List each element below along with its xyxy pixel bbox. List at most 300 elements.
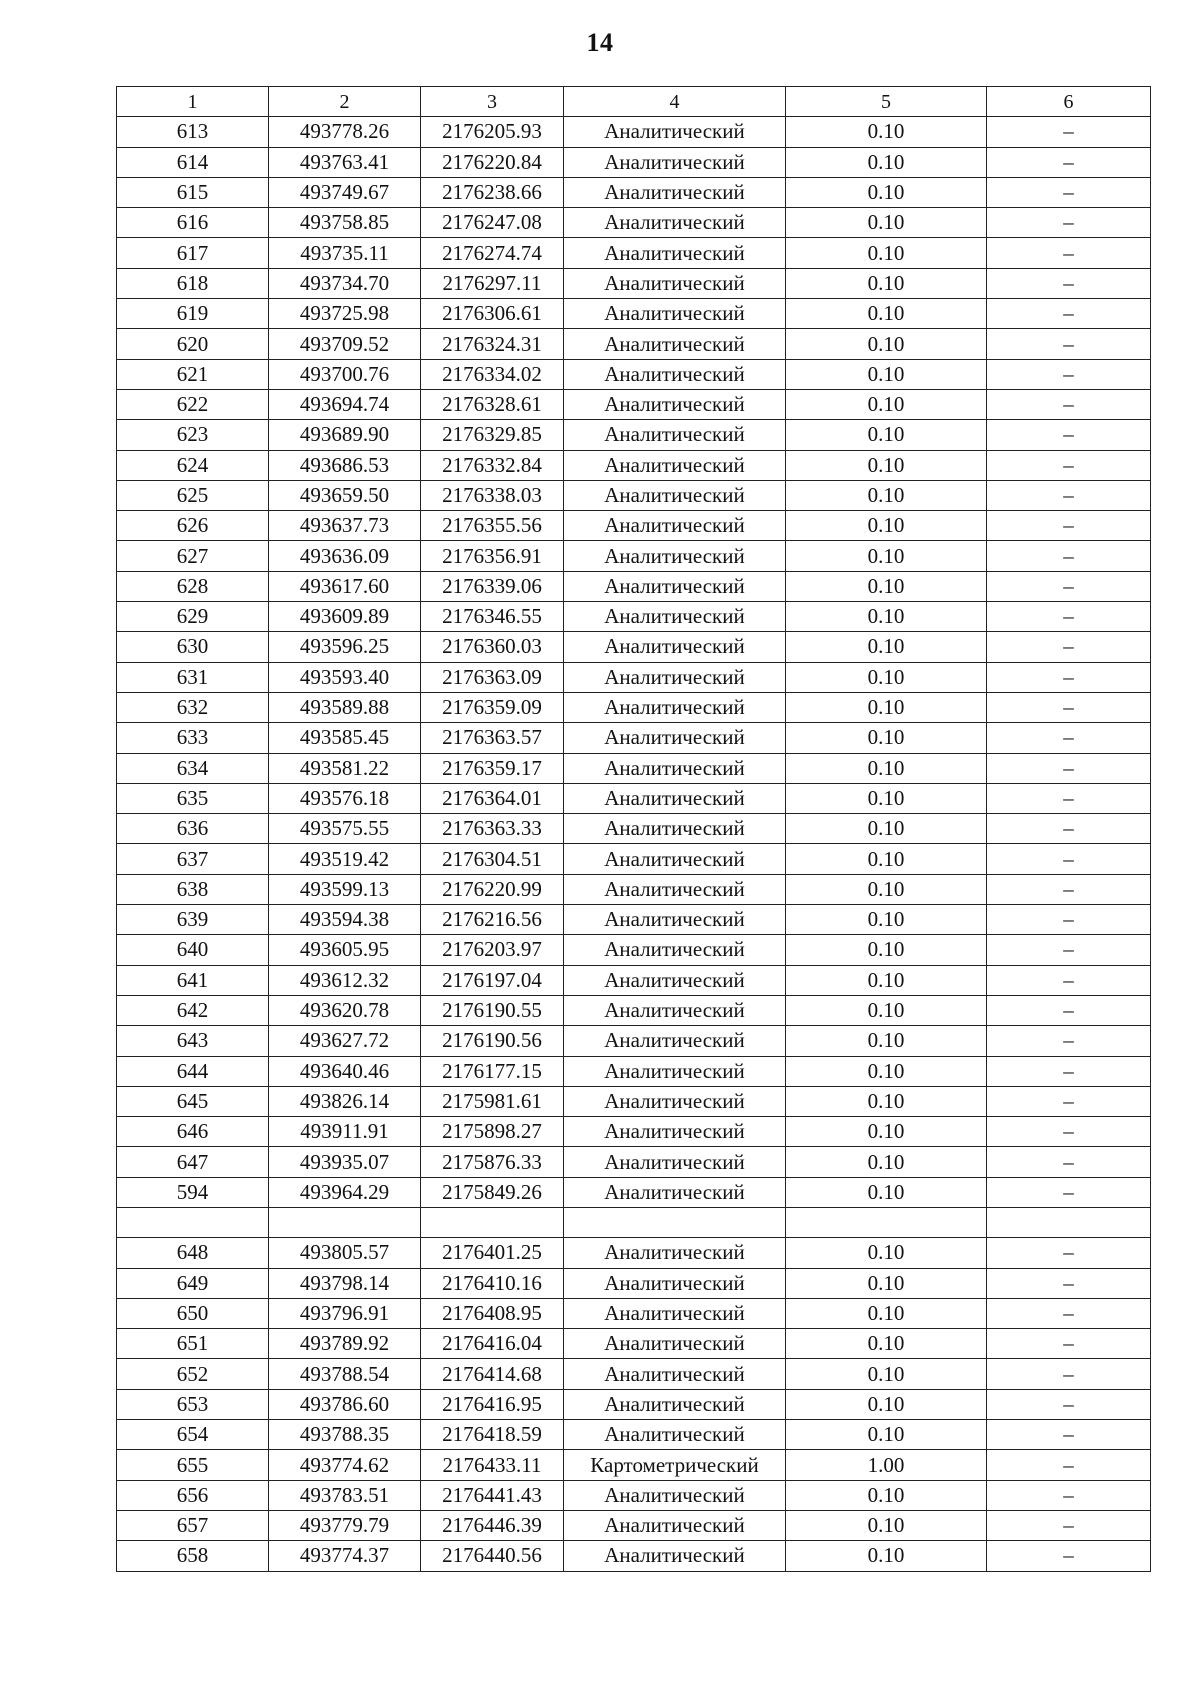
accuracy-cell: 0.10 bbox=[786, 1268, 987, 1298]
x-coordinate-cell: 493612.32 bbox=[269, 965, 421, 995]
point-number-cell: 658 bbox=[117, 1541, 269, 1571]
table-row bbox=[117, 1510, 1151, 1540]
x-coordinate-cell: 493805.57 bbox=[269, 1238, 421, 1268]
accuracy-cell: 0.10 bbox=[786, 1147, 987, 1177]
accuracy-cell: 1.00 bbox=[786, 1450, 987, 1480]
y-coordinate-cell: 2176339.06 bbox=[421, 571, 564, 601]
note-cell: – bbox=[987, 147, 1151, 177]
method-cell: Аналитический bbox=[564, 299, 786, 329]
point-number-cell: 637 bbox=[117, 844, 269, 874]
method-cell: Аналитический bbox=[564, 632, 786, 662]
note-cell: – bbox=[987, 1359, 1151, 1389]
table-row bbox=[117, 511, 1151, 541]
table-row bbox=[117, 1298, 1151, 1328]
y-coordinate-cell: 2176220.84 bbox=[421, 147, 564, 177]
point-number-cell: 628 bbox=[117, 571, 269, 601]
point-number-cell: 647 bbox=[117, 1147, 269, 1177]
note-cell: – bbox=[987, 692, 1151, 722]
table-row bbox=[117, 1207, 1151, 1237]
note-cell: – bbox=[987, 117, 1151, 147]
accuracy-cell: 0.10 bbox=[786, 1026, 987, 1056]
accuracy-cell: 0.10 bbox=[786, 177, 987, 207]
table-row bbox=[117, 329, 1151, 359]
note-cell: – bbox=[987, 1480, 1151, 1510]
note-cell: – bbox=[987, 874, 1151, 904]
table-row bbox=[117, 541, 1151, 571]
x-coordinate-cell: 493763.41 bbox=[269, 147, 421, 177]
point-number-cell: 617 bbox=[117, 238, 269, 268]
method-cell: Аналитический bbox=[564, 1268, 786, 1298]
y-coordinate-cell: 2176177.15 bbox=[421, 1056, 564, 1086]
accuracy-cell: 0.10 bbox=[786, 814, 987, 844]
note-cell: – bbox=[987, 480, 1151, 510]
point-number-cell: 638 bbox=[117, 874, 269, 904]
x-coordinate-cell: 493686.53 bbox=[269, 450, 421, 480]
column-header: 6 bbox=[987, 87, 1151, 117]
accuracy-cell: 0.10 bbox=[786, 602, 987, 632]
method-cell: Аналитический bbox=[564, 1510, 786, 1540]
point-number-cell bbox=[117, 1207, 269, 1237]
method-cell: Аналитический bbox=[564, 177, 786, 207]
point-number-cell: 618 bbox=[117, 268, 269, 298]
table-body bbox=[117, 117, 1151, 1571]
table-row bbox=[117, 783, 1151, 813]
method-cell: Аналитический bbox=[564, 995, 786, 1025]
table-row bbox=[117, 299, 1151, 329]
note-cell: – bbox=[987, 783, 1151, 813]
accuracy-cell: 0.10 bbox=[786, 1389, 987, 1419]
x-coordinate-cell: 493783.51 bbox=[269, 1480, 421, 1510]
accuracy-cell: 0.10 bbox=[786, 329, 987, 359]
note-cell: – bbox=[987, 935, 1151, 965]
x-coordinate-cell: 493734.70 bbox=[269, 268, 421, 298]
y-coordinate-cell: 2176408.95 bbox=[421, 1298, 564, 1328]
table-row bbox=[117, 177, 1151, 207]
accuracy-cell: 0.10 bbox=[786, 299, 987, 329]
method-cell: Аналитический bbox=[564, 753, 786, 783]
table-row bbox=[117, 844, 1151, 874]
method-cell: Аналитический bbox=[564, 935, 786, 965]
point-number-cell: 641 bbox=[117, 965, 269, 995]
x-coordinate-cell: 493964.29 bbox=[269, 1177, 421, 1207]
table-row bbox=[117, 1147, 1151, 1177]
note-cell: – bbox=[987, 1117, 1151, 1147]
accuracy-cell: 0.10 bbox=[786, 1238, 987, 1268]
x-coordinate-cell: 493735.11 bbox=[269, 238, 421, 268]
point-number-cell: 639 bbox=[117, 905, 269, 935]
y-coordinate-cell: 2176205.93 bbox=[421, 117, 564, 147]
x-coordinate-cell: 493911.91 bbox=[269, 1117, 421, 1147]
point-number-cell: 655 bbox=[117, 1450, 269, 1480]
point-number-cell: 646 bbox=[117, 1117, 269, 1147]
note-cell: – bbox=[987, 359, 1151, 389]
y-coordinate-cell: 2176356.91 bbox=[421, 541, 564, 571]
note-cell: – bbox=[987, 905, 1151, 935]
y-coordinate-cell: 2176332.84 bbox=[421, 450, 564, 480]
column-header: 3 bbox=[421, 87, 564, 117]
table-row bbox=[117, 1056, 1151, 1086]
x-coordinate-cell: 493519.42 bbox=[269, 844, 421, 874]
y-coordinate-cell: 2176363.57 bbox=[421, 723, 564, 753]
y-coordinate-cell: 2176440.56 bbox=[421, 1541, 564, 1571]
table-row bbox=[117, 1450, 1151, 1480]
table-row bbox=[117, 753, 1151, 783]
method-cell: Аналитический bbox=[564, 814, 786, 844]
accuracy-cell: 0.10 bbox=[786, 268, 987, 298]
table-row bbox=[117, 965, 1151, 995]
method-cell: Аналитический bbox=[564, 450, 786, 480]
method-cell bbox=[564, 1207, 786, 1237]
x-coordinate-cell: 493620.78 bbox=[269, 995, 421, 1025]
note-cell: – bbox=[987, 1026, 1151, 1056]
method-cell: Аналитический bbox=[564, 965, 786, 995]
method-cell: Аналитический bbox=[564, 389, 786, 419]
note-cell: – bbox=[987, 450, 1151, 480]
x-coordinate-cell: 493609.89 bbox=[269, 602, 421, 632]
y-coordinate-cell: 2176416.95 bbox=[421, 1389, 564, 1419]
point-number-cell: 642 bbox=[117, 995, 269, 1025]
note-cell: – bbox=[987, 389, 1151, 419]
accuracy-cell: 0.10 bbox=[786, 1298, 987, 1328]
accuracy-cell: 0.10 bbox=[786, 1329, 987, 1359]
table-row bbox=[117, 571, 1151, 601]
method-cell: Аналитический bbox=[564, 1147, 786, 1177]
accuracy-cell: 0.10 bbox=[786, 117, 987, 147]
x-coordinate-cell: 493689.90 bbox=[269, 420, 421, 450]
note-cell: – bbox=[987, 1177, 1151, 1207]
y-coordinate-cell: 2176338.03 bbox=[421, 480, 564, 510]
accuracy-cell: 0.10 bbox=[786, 1541, 987, 1571]
point-number-cell: 621 bbox=[117, 359, 269, 389]
accuracy-cell: 0.10 bbox=[786, 480, 987, 510]
point-number-cell: 630 bbox=[117, 632, 269, 662]
accuracy-cell: 0.10 bbox=[786, 571, 987, 601]
table-row bbox=[117, 359, 1151, 389]
x-coordinate-cell: 493774.37 bbox=[269, 1541, 421, 1571]
table-row bbox=[117, 1238, 1151, 1268]
x-coordinate-cell: 493709.52 bbox=[269, 329, 421, 359]
accuracy-cell: 0.10 bbox=[786, 1117, 987, 1147]
note-cell: – bbox=[987, 1450, 1151, 1480]
x-coordinate-cell: 493605.95 bbox=[269, 935, 421, 965]
x-coordinate-cell: 493637.73 bbox=[269, 511, 421, 541]
method-cell: Аналитический bbox=[564, 844, 786, 874]
x-coordinate-cell: 493589.88 bbox=[269, 692, 421, 722]
y-coordinate-cell: 2176414.68 bbox=[421, 1359, 564, 1389]
y-coordinate-cell: 2176363.09 bbox=[421, 662, 564, 692]
method-cell: Аналитический bbox=[564, 420, 786, 450]
accuracy-cell: 0.10 bbox=[786, 662, 987, 692]
table-row bbox=[117, 450, 1151, 480]
x-coordinate-cell: 493758.85 bbox=[269, 208, 421, 238]
accuracy-cell bbox=[786, 1207, 987, 1237]
header-row bbox=[117, 87, 1151, 117]
point-number-cell: 624 bbox=[117, 450, 269, 480]
y-coordinate-cell: 2176363.33 bbox=[421, 814, 564, 844]
x-coordinate-cell: 493749.67 bbox=[269, 177, 421, 207]
y-coordinate-cell: 2176197.04 bbox=[421, 965, 564, 995]
table-row bbox=[117, 1117, 1151, 1147]
note-cell: – bbox=[987, 662, 1151, 692]
accuracy-cell: 0.10 bbox=[786, 632, 987, 662]
point-number-cell: 650 bbox=[117, 1298, 269, 1328]
y-coordinate-cell: 2176346.55 bbox=[421, 602, 564, 632]
y-coordinate-cell: 2176203.97 bbox=[421, 935, 564, 965]
point-number-cell: 613 bbox=[117, 117, 269, 147]
x-coordinate-cell: 493694.74 bbox=[269, 389, 421, 419]
accuracy-cell: 0.10 bbox=[786, 450, 987, 480]
accuracy-cell: 0.10 bbox=[786, 1480, 987, 1510]
note-cell: – bbox=[987, 602, 1151, 632]
point-number-cell: 616 bbox=[117, 208, 269, 238]
note-cell: – bbox=[987, 1420, 1151, 1450]
table-row bbox=[117, 692, 1151, 722]
method-cell: Аналитический bbox=[564, 1541, 786, 1571]
note-cell: – bbox=[987, 723, 1151, 753]
note-cell: – bbox=[987, 177, 1151, 207]
note-cell: – bbox=[987, 541, 1151, 571]
x-coordinate-cell: 493796.91 bbox=[269, 1298, 421, 1328]
x-coordinate-cell: 493581.22 bbox=[269, 753, 421, 783]
point-number-cell: 619 bbox=[117, 299, 269, 329]
accuracy-cell: 0.10 bbox=[786, 935, 987, 965]
point-number-cell: 643 bbox=[117, 1026, 269, 1056]
table-row bbox=[117, 1420, 1151, 1450]
note-cell bbox=[987, 1207, 1151, 1237]
accuracy-cell: 0.10 bbox=[786, 874, 987, 904]
y-coordinate-cell: 2176306.61 bbox=[421, 299, 564, 329]
point-number-cell: 651 bbox=[117, 1329, 269, 1359]
table-row bbox=[117, 995, 1151, 1025]
point-number-cell: 623 bbox=[117, 420, 269, 450]
table-row bbox=[117, 1177, 1151, 1207]
note-cell: – bbox=[987, 1541, 1151, 1571]
point-number-cell: 644 bbox=[117, 1056, 269, 1086]
table-row bbox=[117, 389, 1151, 419]
note-cell: – bbox=[987, 1056, 1151, 1086]
y-coordinate-cell: 2176441.43 bbox=[421, 1480, 564, 1510]
y-coordinate-cell: 2176359.17 bbox=[421, 753, 564, 783]
x-coordinate-cell: 493700.76 bbox=[269, 359, 421, 389]
note-cell: – bbox=[987, 1298, 1151, 1328]
y-coordinate-cell: 2175849.26 bbox=[421, 1177, 564, 1207]
point-number-cell: 614 bbox=[117, 147, 269, 177]
page-number: 14 bbox=[586, 28, 614, 57]
x-coordinate-cell: 493779.79 bbox=[269, 1510, 421, 1540]
accuracy-cell: 0.10 bbox=[786, 905, 987, 935]
column-header: 1 bbox=[117, 87, 269, 117]
method-cell: Аналитический bbox=[564, 692, 786, 722]
y-coordinate-cell: 2176355.56 bbox=[421, 511, 564, 541]
x-coordinate-cell: 493617.60 bbox=[269, 571, 421, 601]
point-number-cell: 653 bbox=[117, 1389, 269, 1419]
point-number-cell: 640 bbox=[117, 935, 269, 965]
y-coordinate-cell: 2176410.16 bbox=[421, 1268, 564, 1298]
method-cell: Аналитический bbox=[564, 783, 786, 813]
coordinates-table bbox=[116, 86, 1151, 1572]
point-number-cell: 627 bbox=[117, 541, 269, 571]
point-number-cell: 636 bbox=[117, 814, 269, 844]
method-cell: Аналитический bbox=[564, 1238, 786, 1268]
y-coordinate-cell: 2175876.33 bbox=[421, 1147, 564, 1177]
x-coordinate-cell: 493725.98 bbox=[269, 299, 421, 329]
point-number-cell: 615 bbox=[117, 177, 269, 207]
x-coordinate-cell: 493826.14 bbox=[269, 1086, 421, 1116]
point-number-cell: 626 bbox=[117, 511, 269, 541]
method-cell: Аналитический bbox=[564, 874, 786, 904]
accuracy-cell: 0.10 bbox=[786, 965, 987, 995]
y-coordinate-cell: 2176359.09 bbox=[421, 692, 564, 722]
note-cell: – bbox=[987, 208, 1151, 238]
note-cell: – bbox=[987, 753, 1151, 783]
y-coordinate-cell: 2176328.61 bbox=[421, 389, 564, 419]
method-cell: Аналитический bbox=[564, 1298, 786, 1328]
table-row bbox=[117, 268, 1151, 298]
table-row bbox=[117, 208, 1151, 238]
y-coordinate-cell bbox=[421, 1207, 564, 1237]
x-coordinate-cell: 493596.25 bbox=[269, 632, 421, 662]
table-row bbox=[117, 814, 1151, 844]
table-row bbox=[117, 238, 1151, 268]
accuracy-cell: 0.10 bbox=[786, 1056, 987, 1086]
y-coordinate-cell: 2176418.59 bbox=[421, 1420, 564, 1450]
method-cell: Аналитический bbox=[564, 511, 786, 541]
table-row bbox=[117, 632, 1151, 662]
point-number-cell: 622 bbox=[117, 389, 269, 419]
accuracy-cell: 0.10 bbox=[786, 420, 987, 450]
table-row bbox=[117, 662, 1151, 692]
note-cell: – bbox=[987, 632, 1151, 662]
method-cell: Аналитический bbox=[564, 1177, 786, 1207]
x-coordinate-cell bbox=[269, 1207, 421, 1237]
method-cell: Аналитический bbox=[564, 238, 786, 268]
point-number-cell: 632 bbox=[117, 692, 269, 722]
y-coordinate-cell: 2175898.27 bbox=[421, 1117, 564, 1147]
note-cell: – bbox=[987, 814, 1151, 844]
method-cell: Аналитический bbox=[564, 1056, 786, 1086]
method-cell: Картометрический bbox=[564, 1450, 786, 1480]
x-coordinate-cell: 493627.72 bbox=[269, 1026, 421, 1056]
x-coordinate-cell: 493786.60 bbox=[269, 1389, 421, 1419]
accuracy-cell: 0.10 bbox=[786, 1420, 987, 1450]
y-coordinate-cell: 2176247.08 bbox=[421, 208, 564, 238]
table-row bbox=[117, 723, 1151, 753]
point-number-cell: 635 bbox=[117, 783, 269, 813]
method-cell: Аналитический bbox=[564, 1117, 786, 1147]
method-cell: Аналитический bbox=[564, 268, 786, 298]
x-coordinate-cell: 493798.14 bbox=[269, 1268, 421, 1298]
y-coordinate-cell: 2176446.39 bbox=[421, 1510, 564, 1540]
y-coordinate-cell: 2176216.56 bbox=[421, 905, 564, 935]
x-coordinate-cell: 493789.92 bbox=[269, 1329, 421, 1359]
y-coordinate-cell: 2176238.66 bbox=[421, 177, 564, 207]
y-coordinate-cell: 2176334.02 bbox=[421, 359, 564, 389]
accuracy-cell: 0.10 bbox=[786, 541, 987, 571]
note-cell: – bbox=[987, 1086, 1151, 1116]
method-cell: Аналитический bbox=[564, 208, 786, 238]
accuracy-cell: 0.10 bbox=[786, 723, 987, 753]
method-cell: Аналитический bbox=[564, 1026, 786, 1056]
x-coordinate-cell: 493599.13 bbox=[269, 874, 421, 904]
accuracy-cell: 0.10 bbox=[786, 359, 987, 389]
accuracy-cell: 0.10 bbox=[786, 511, 987, 541]
table-row bbox=[117, 1480, 1151, 1510]
x-coordinate-cell: 493585.45 bbox=[269, 723, 421, 753]
note-cell: – bbox=[987, 1238, 1151, 1268]
note-cell: – bbox=[987, 571, 1151, 601]
note-cell: – bbox=[987, 995, 1151, 1025]
y-coordinate-cell: 2176190.55 bbox=[421, 995, 564, 1025]
x-coordinate-cell: 493788.35 bbox=[269, 1420, 421, 1450]
point-number-cell: 634 bbox=[117, 753, 269, 783]
accuracy-cell: 0.10 bbox=[786, 1510, 987, 1540]
method-cell: Аналитический bbox=[564, 1359, 786, 1389]
point-number-cell: 648 bbox=[117, 1238, 269, 1268]
table-row bbox=[117, 117, 1151, 147]
x-coordinate-cell: 493575.55 bbox=[269, 814, 421, 844]
x-coordinate-cell: 493659.50 bbox=[269, 480, 421, 510]
column-header: 2 bbox=[269, 87, 421, 117]
point-number-cell: 657 bbox=[117, 1510, 269, 1540]
point-number-cell: 652 bbox=[117, 1359, 269, 1389]
table-row bbox=[117, 1389, 1151, 1419]
point-number-cell: 625 bbox=[117, 480, 269, 510]
y-coordinate-cell: 2176401.25 bbox=[421, 1238, 564, 1268]
table-row bbox=[117, 1541, 1151, 1571]
point-number-cell: 654 bbox=[117, 1420, 269, 1450]
note-cell: – bbox=[987, 844, 1151, 874]
method-cell: Аналитический bbox=[564, 147, 786, 177]
x-coordinate-cell: 493778.26 bbox=[269, 117, 421, 147]
table-row bbox=[117, 905, 1151, 935]
table-row bbox=[117, 1329, 1151, 1359]
method-cell: Аналитический bbox=[564, 905, 786, 935]
y-coordinate-cell: 2176416.04 bbox=[421, 1329, 564, 1359]
accuracy-cell: 0.10 bbox=[786, 1086, 987, 1116]
y-coordinate-cell: 2176274.74 bbox=[421, 238, 564, 268]
x-coordinate-cell: 493576.18 bbox=[269, 783, 421, 813]
note-cell: – bbox=[987, 420, 1151, 450]
method-cell: Аналитический bbox=[564, 662, 786, 692]
accuracy-cell: 0.10 bbox=[786, 783, 987, 813]
method-cell: Аналитический bbox=[564, 723, 786, 753]
note-cell: – bbox=[987, 1510, 1151, 1540]
x-coordinate-cell: 493774.62 bbox=[269, 1450, 421, 1480]
accuracy-cell: 0.10 bbox=[786, 995, 987, 1025]
method-cell: Аналитический bbox=[564, 571, 786, 601]
accuracy-cell: 0.10 bbox=[786, 208, 987, 238]
method-cell: Аналитический bbox=[564, 1480, 786, 1510]
table-row bbox=[117, 1086, 1151, 1116]
y-coordinate-cell: 2176190.56 bbox=[421, 1026, 564, 1056]
note-cell: – bbox=[987, 238, 1151, 268]
accuracy-cell: 0.10 bbox=[786, 238, 987, 268]
column-header: 5 bbox=[786, 87, 987, 117]
column-header: 4 bbox=[564, 87, 786, 117]
table-row bbox=[117, 874, 1151, 904]
table-row bbox=[117, 420, 1151, 450]
y-coordinate-cell: 2176360.03 bbox=[421, 632, 564, 662]
table-row bbox=[117, 1268, 1151, 1298]
point-number-cell: 594 bbox=[117, 1177, 269, 1207]
point-number-cell: 631 bbox=[117, 662, 269, 692]
method-cell: Аналитический bbox=[564, 359, 786, 389]
note-cell: – bbox=[987, 1329, 1151, 1359]
note-cell: – bbox=[987, 299, 1151, 329]
table-row bbox=[117, 602, 1151, 632]
point-number-cell: 649 bbox=[117, 1268, 269, 1298]
accuracy-cell: 0.10 bbox=[786, 753, 987, 783]
